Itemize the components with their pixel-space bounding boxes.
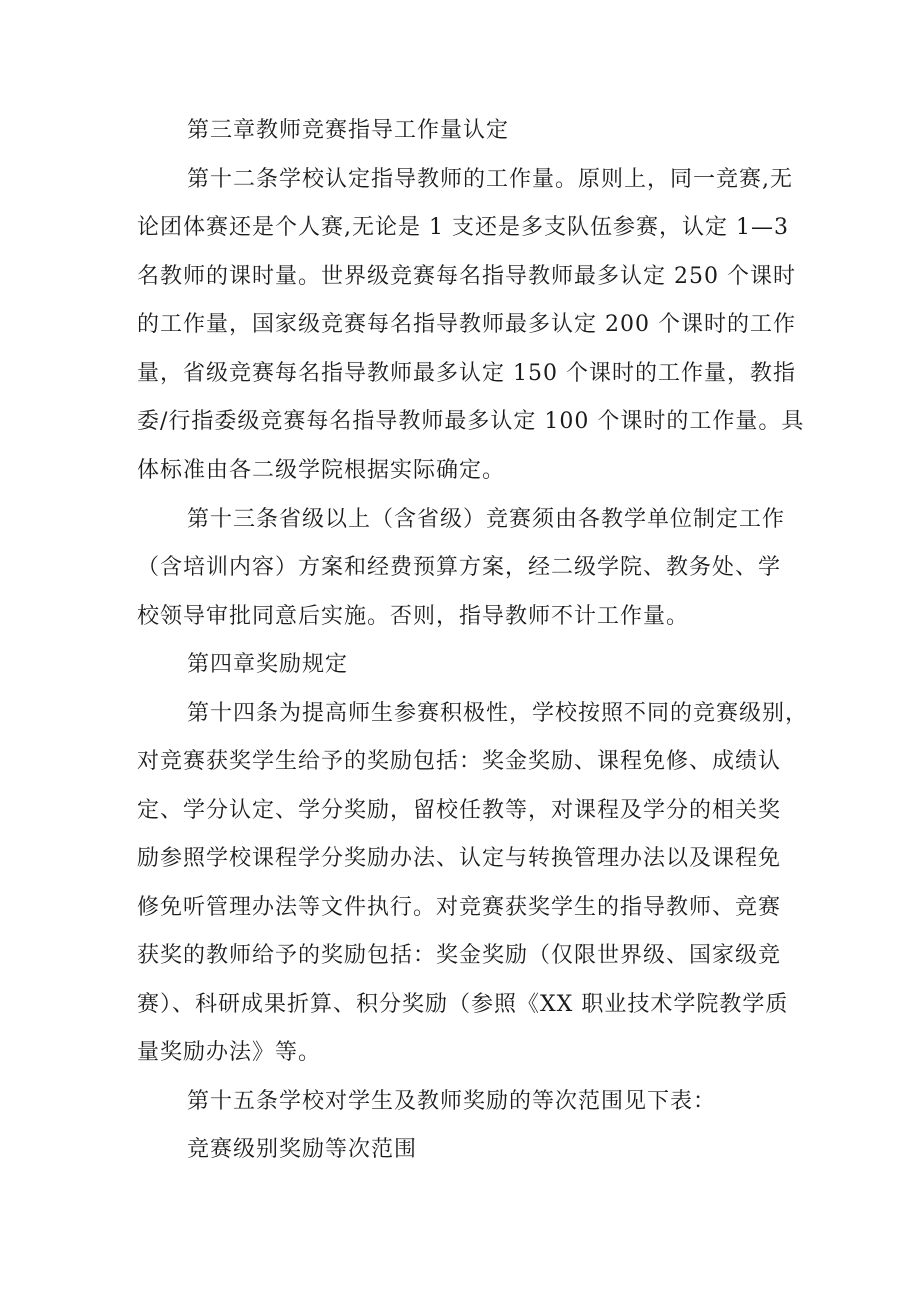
- paragraph-line: 体标准由各二级学院根据实际确定。: [137, 458, 506, 483]
- paragraph-line: 第十五条学校对学生及教师奖励的等次范围见下表：: [187, 1089, 717, 1114]
- paragraph-line: 的工作量，国家级竞赛每名指导教师最多认定 200 个课时的工作: [137, 312, 796, 337]
- paragraph-line: 名教师的课时量。世界级竞赛每名指导教师最多认定 250 个课时: [137, 264, 796, 289]
- chapter-heading: 第四章奖励规定: [187, 652, 349, 677]
- paragraph-line: 赛）、科研成果折算、积分奖励（参照《XX 职业技术学院教学质: [137, 992, 789, 1017]
- paragraph-line: 修免听管理办法等文件执行。对竞赛获奖学生的指导教师、竞赛: [137, 895, 782, 920]
- paragraph-line: 励参照学校课程学分奖励办法、认定与转换管理办法以及课程免: [137, 846, 782, 871]
- paragraph-line: 定、学分认定、学分奖励，留校任教等，对课程及学分的相关奖: [137, 798, 782, 823]
- paragraph-line: 第十二条学校认定指导教师的工作量。原则上，同一竞赛,无: [187, 167, 793, 192]
- paragraph-line: 论团体赛还是个人赛,无论是 1 支还是多支队伍参赛，认定 1—3: [137, 215, 789, 240]
- paragraph-line: 量，省级竞赛每名指导教师最多认定 150 个课时的工作量，教指: [137, 361, 796, 386]
- paragraph-line: 委/行指委级竞赛每名指导教师最多认定 100 个课时的工作量。具: [137, 409, 805, 434]
- paragraph-line: 量奖励办法》等。: [137, 1040, 322, 1065]
- paragraph-line: 第十四条为提高师生参赛积极性，学校按照不同的竞赛级别，: [187, 701, 809, 726]
- paragraph-line: （含培训内容）方案和经费预算方案，经二级学院、教务处、学: [137, 555, 782, 580]
- paragraph-line: 第十三条省级以上（含省级）竞赛须由各教学单位制定工作: [187, 507, 786, 532]
- paragraph-line: 获奖的教师给予的奖励包括：奖金奖励（仅限世界级、国家级竞: [137, 943, 782, 968]
- chapter-heading: 第三章教师竞赛指导工作量认定: [187, 118, 510, 143]
- paragraph-line: 校领导审批同意后实施。否则，指导教师不计工作量。: [137, 604, 690, 629]
- paragraph-line: 对竞赛获奖学生给予的奖励包括：奖金奖励、课程免修、成绩认: [137, 749, 782, 774]
- table-caption: 竞赛级别奖励等次范围: [187, 1137, 418, 1162]
